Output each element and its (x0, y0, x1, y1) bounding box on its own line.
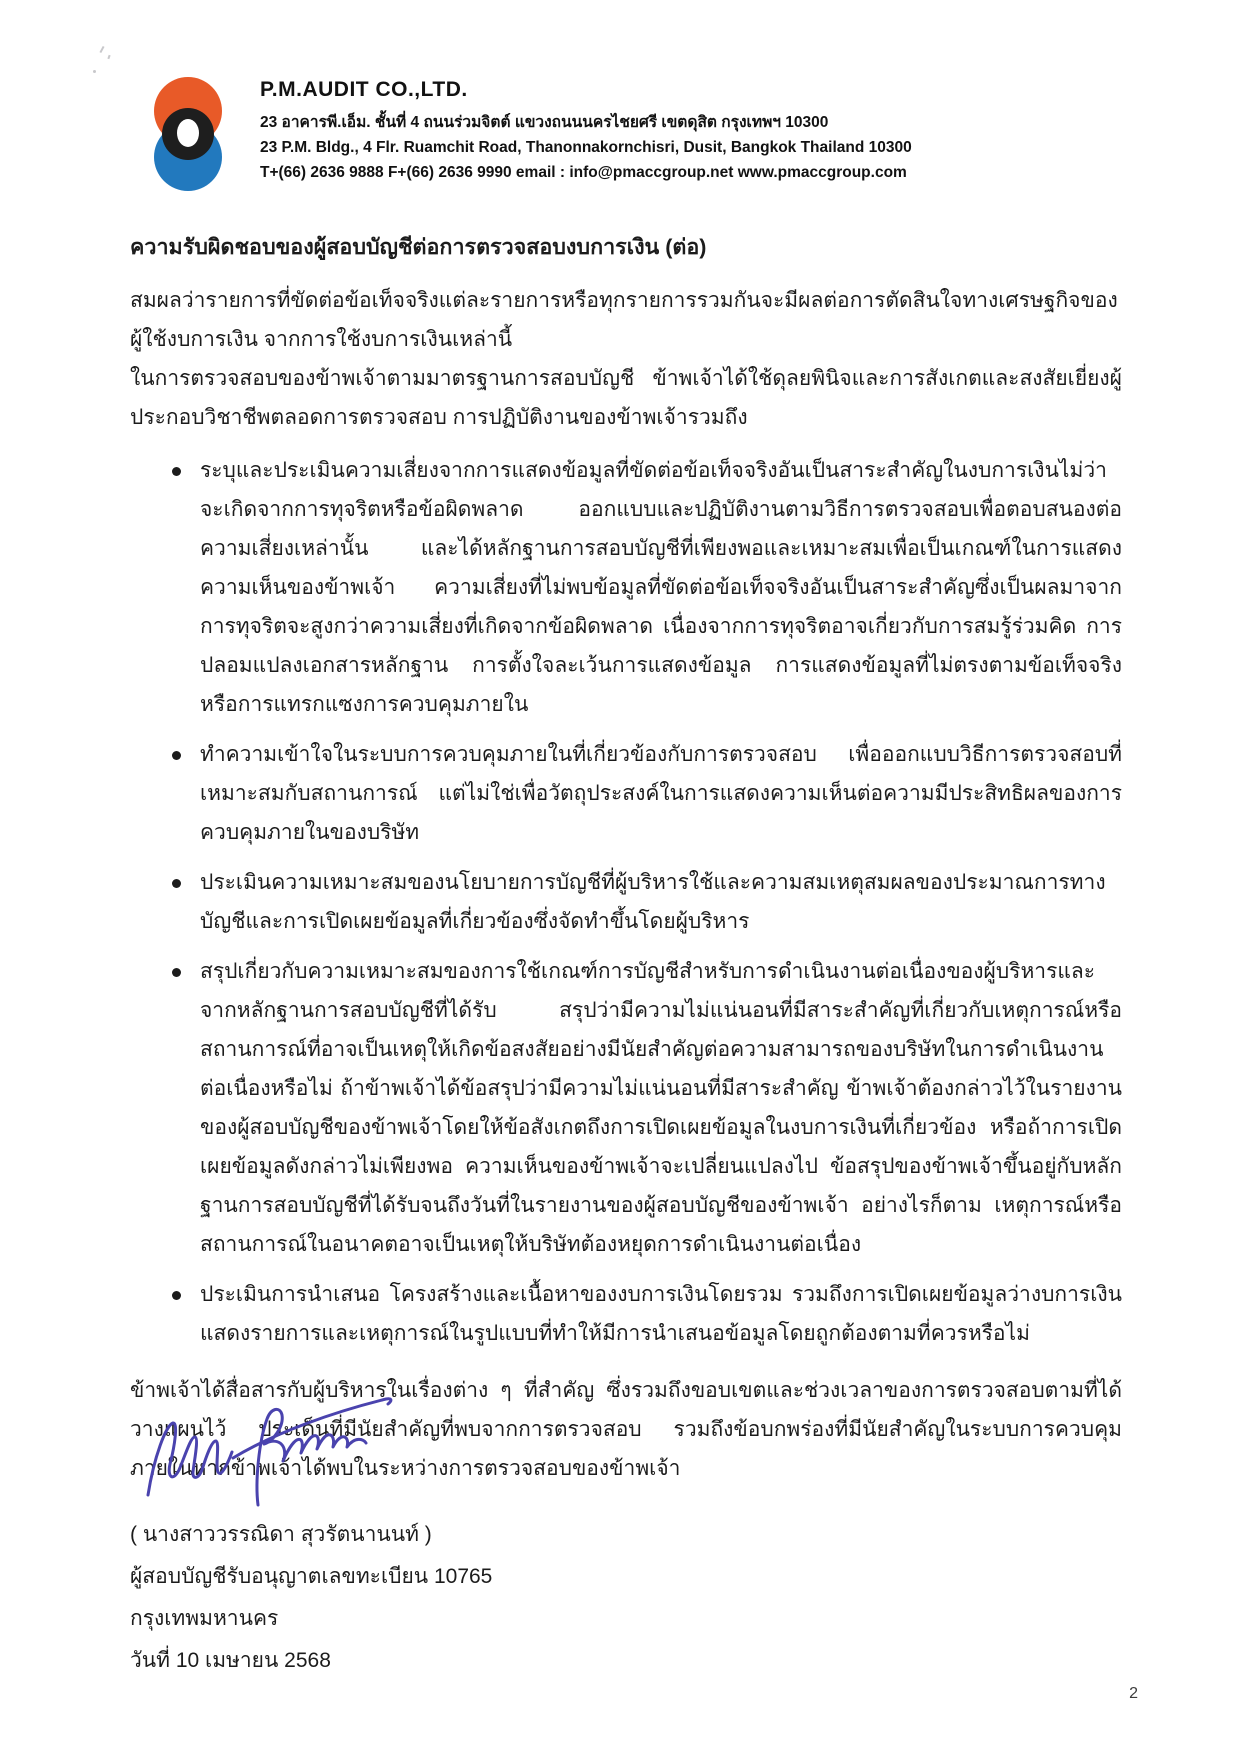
company-address-english: 23 P.M. Bldg., 4 Flr. Ruamchit Road, Thanonnakornchisri, Dusit, Bangkok Thailand 10300 (260, 139, 912, 156)
scan-stray-mark (99, 46, 104, 53)
pm-audit-eye-logo-icon (148, 76, 228, 192)
list-item: ทำความเข้าใจในระบบการควบคุมภายในที่เกี่ยวข้องกับการตรวจสอบ เพื่อออกแบบวิธีการตรวจสอบที่เหมาะสมกับสถานการณ์ แต่ไม่ใช่เพื่อวัตถุประสงค์ในการแสดงความเห็นต่อความมีประสิทธิผลของการควบคุมภายในของบริษัท (130, 735, 1122, 852)
company-contact-line: T+(66) 2636 9888 F+(66) 2636 9990 email : info@pmaccgroup.net www.pmaccgroup.com (260, 164, 907, 181)
company-address-thai: 23 อาคารพี.เอ็ม. ชั้นที่ 4 ถนนร่วมจิตต์ แขวงถนนนครไชยศรี เขตดุสิต กรุงเทพฯ 10300 (260, 114, 829, 131)
list-item: ระบุและประเมินความเสี่ยงจากการแสดงข้อมูลที่ขัดต่อข้อเท็จจริงอันเป็นสาระสำคัญในงบการเงินไม่ว่าจะเกิดจากการทุจริตหรือข้อผิดพลาด ออกแบบและปฏิบัติงานตามวิธีการตรวจสอบเพื่อตอบสนองต่อความเสี่ยงเหล่านั้น และได้หลักฐานการสอบบัญชีที่เพียงพอและเหมาะสมเพื่อเป็นเกณฑ์ในการแสดงความเห็นของข้าพเจ้า ความเสี่ยงที่ไม่พบข้อมูลที่ขัดต่อข้อเท็จจริงอันเป็นสาระสำคัญซึ่งเป็นผลมาจากการทุจริตจะสูงกว่าความเสี่ยงที่เกิดจากข้อผิดพลาด เนื่องจากการทุจริตอาจเกี่ยวกับการสมรู้ร่วมคิด การปลอมแปลงเอกสารหลักฐาน การตั้งใจละเว้นการแสดงข้อมูล การแสดงข้อมูลที่ไม่ตรงตามข้อเท็จจริงหรือการแทรกแซงการควบคุมภายใน (130, 451, 1122, 724)
signer-license: ผู้สอบบัญชีรับอนุญาตเลขทะเบียน 10765 (130, 1565, 493, 1588)
page-number: 2 (1129, 1685, 1138, 1702)
scan-stray-mark (107, 55, 110, 59)
signer-date: วันที่ 10 เมษายน 2568 (130, 1649, 331, 1672)
paragraph: ในการตรวจสอบของข้าพเจ้าตามมาตรฐานการสอบบัญชี ข้าพเจ้าได้ใช้ดุลยพินิจและการสังเกตและสงสัยเยี่ยงผู้ประกอบวิชาชีพตลอดการตรวจสอบ การปฏิบัติงานของข้าพเจ้ารวมถึง (130, 367, 1122, 429)
scan-stray-mark (93, 70, 96, 73)
handwritten-signature (136, 1385, 401, 1510)
letterhead (148, 76, 912, 192)
closing-paragraph: ข้าพเจ้าได้สื่อสารกับผู้บริหารในเรื่องต่าง ๆ ที่สำคัญ ซึ่งรวมถึงขอบเขตและช่วงเวลาของการตรวจสอบตามที่ได้วางแผนไว้ ประเด็นที่มีนัยสำคัญที่พบจากการตรวจสอบ รวมถึงข้อบกพร่องที่มีนัยสำคัญในระบบการควบคุมภายในหากข้าพเจ้าได้พบในระหว่างการตรวจสอบของข้าพเจ้า (130, 1379, 1122, 1480)
letterhead-text (260, 76, 912, 185)
list-item: สรุปเกี่ยวกับความเหมาะสมของการใช้เกณฑ์การบัญชีสำหรับการดำเนินงานต่อเนื่องของผู้บริหารและจากหลักฐานการสอบบัญชีที่ได้รับ สรุปว่ามีความไม่แน่นอนที่มีสาระสำคัญที่เกี่ยวกับเหตุการณ์หรือสถานการณ์ที่อาจเป็นเหตุให้เกิดข้อสงสัยอย่างมีนัยสำคัญต่อความสามารถของบริษัทในการดำเนินงานต่อเนื่องหรือไม่ ถ้าข้าพเจ้าได้ข้อสรุปว่ามีความไม่แน่นอนที่มีสาระสำคัญ ข้าพเจ้าต้องกล่าวไว้ในรายงานของผู้สอบบัญชีของข้าพเจ้าโดยให้ข้อสังเกตถึงการเปิดเผยข้อมูลในงบการเงินที่เกี่ยวข้อง หรือถ้าการเปิดเผยข้อมูลดังกล่าวไม่เพียงพอ ความเห็นของข้าพเจ้าจะเปลี่ยนแปลงไป ข้อสรุปของข้าพเจ้าขึ้นอยู่กับหลักฐานการสอบบัญชีที่ได้รับจนถึงวันที่ในรายงานของผู้สอบบัญชีของข้าพเจ้า อย่างไรก็ตาม เหตุการณ์หรือสถานการณ์ในอนาคตอาจเป็นเหตุให้บริษัทต้องหยุดการดำเนินงานต่อเนื่อง (130, 952, 1122, 1264)
section-title: ความรับผิดชอบของผู้สอบบัญชีต่อการตรวจสอบงบการเงิน (ต่อ) (130, 235, 707, 259)
paragraph: สมผลว่ารายการที่ขัดต่อข้อเท็จจริงแต่ละรายการหรือทุกรายการรวมกันจะมีผลต่อการตัดสินใจทางเศรษฐกิจของผู้ใช้งบการเงิน จากการใช้งบการเงินเหล่านี้ (130, 289, 1118, 351)
list-item: ประเมินความเหมาะสมของนโยบายการบัญชีที่ผู้บริหารใช้และความสมเหตุสมผลของประมาณการทางบัญชีและการเปิดเผยข้อมูลที่เกี่ยวข้องซึ่งจัดทำขึ้นโดยผู้บริหาร (130, 863, 1122, 941)
audit-procedures-list (130, 451, 1122, 1353)
company-name: P.M.AUDIT CO.,LTD. (260, 78, 468, 101)
list-item: ประเมินการนำเสนอ โครงสร้างและเนื้อหาของงบการเงินโดยรวม รวมถึงการเปิดเผยข้อมูลว่างบการเงินแสดงรายการและเหตุการณ์ในรูปแบบที่ทำให้มีการนำเสนอข้อมูลโดยถูกต้องตามที่ควรหรือไม่ (130, 1275, 1122, 1353)
report-body (130, 228, 1122, 1488)
signer-name: ( นางสาววรรณิดา สุวรัตนานนท์ ) (130, 1523, 432, 1546)
signature-block (130, 1385, 830, 1682)
signer-city: กรุงเทพมหานคร (130, 1607, 279, 1630)
